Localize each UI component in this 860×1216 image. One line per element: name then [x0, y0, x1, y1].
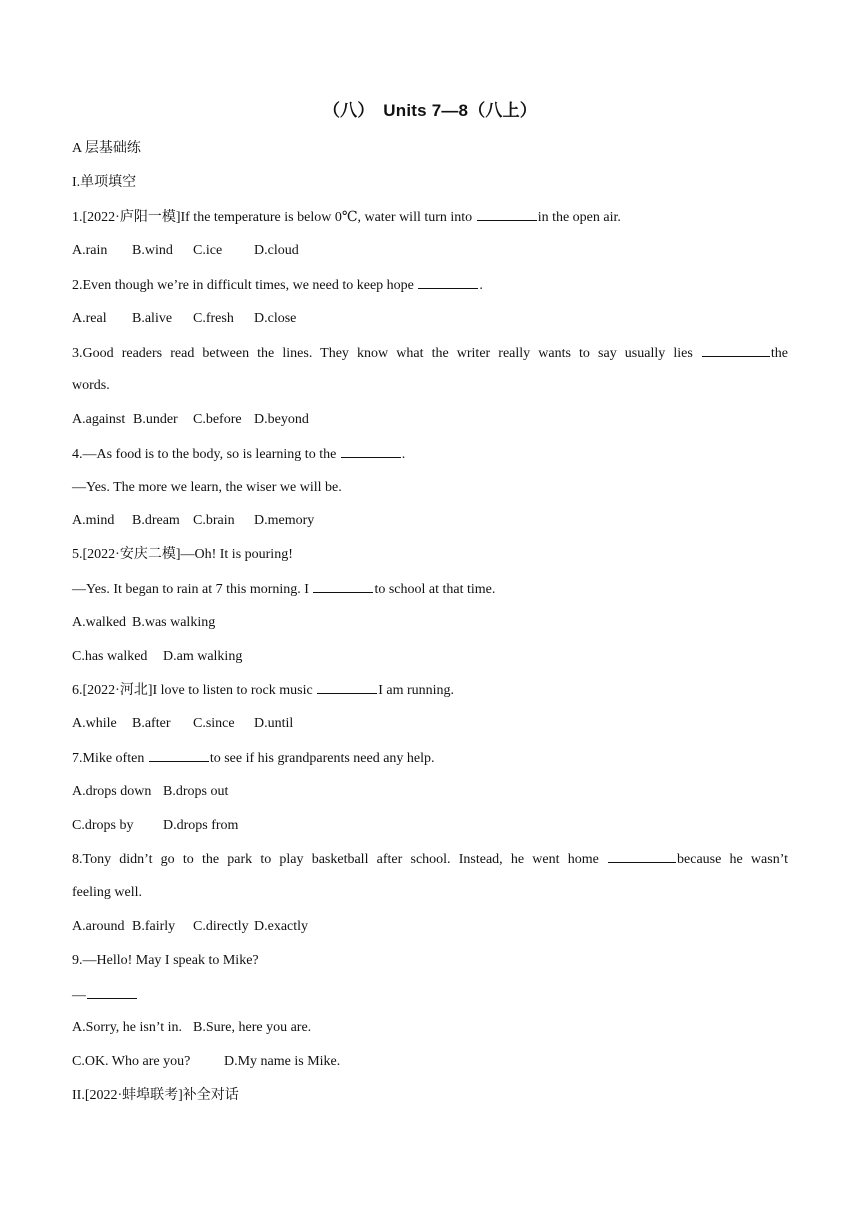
q1-options	[72, 241, 788, 261]
question-2	[72, 275, 788, 296]
q1-blank	[477, 207, 537, 221]
q5-option-c: C.has walked	[72, 649, 148, 664]
section-a-heading: A 层基础练	[72, 141, 141, 156]
q8-option-a: A.around	[72, 919, 125, 934]
q3-stem: 3.Good readers read between the lines. They know what the writer really wants to say usually lies	[72, 346, 701, 361]
q5-blank	[313, 579, 373, 593]
q6-option-c: C.since	[193, 716, 235, 731]
q2-options	[72, 309, 788, 329]
q5-options-row2	[72, 647, 788, 667]
q8-option-c: C.directly	[193, 919, 249, 934]
q3-options	[72, 410, 788, 430]
question-8	[72, 849, 788, 870]
q2-option-c: C.fresh	[193, 311, 234, 326]
q3-option-c: C.before	[193, 412, 242, 427]
q1-option-d: D.cloud	[254, 243, 299, 258]
q3-option-d: D.beyond	[254, 412, 309, 427]
q4-option-b: B.dream	[132, 513, 180, 528]
q8-blank	[608, 849, 676, 863]
q9-blank	[87, 985, 137, 999]
q7-option-a: A.drops down	[72, 784, 152, 799]
q3-option-b: B.under	[133, 412, 178, 427]
q7-stem: 7.Mike often	[72, 751, 148, 766]
q3-option-a: A.against	[72, 412, 126, 427]
q7-options-row1	[72, 782, 788, 802]
q1-stem-end: in the open air.	[537, 210, 621, 225]
q3-blank	[702, 343, 770, 357]
q8-stem: 8.Tony didn’t go to the park to play basketball after school. Instead, he went home	[72, 852, 608, 867]
q8-option-b: B.fairly	[132, 919, 176, 934]
question-4	[72, 444, 788, 465]
q2-stem: 2.Even though we’re in difficult times, we need to keep hope	[72, 278, 418, 293]
question-5: 5.[2022·安庆二模]—Oh! It is pouring!	[72, 547, 293, 562]
q1-option-c: C.ice	[193, 243, 223, 258]
q5-option-a: A.walked	[72, 615, 127, 630]
q5-options-row1	[72, 613, 788, 633]
q6-blank	[317, 680, 377, 694]
q9-option-b: B.Sure, here you are.	[193, 1020, 312, 1035]
q8-stem-end: because he wasn’t	[677, 852, 788, 867]
q6-stem-end: I am running.	[378, 683, 455, 698]
q9-option-a: A.Sorry, he isn’t in.	[72, 1020, 183, 1035]
q7-options-row2	[72, 816, 788, 836]
q8-options	[72, 917, 788, 937]
q3-stem-end: the	[770, 346, 788, 361]
q5-option-b: B.was walking	[132, 615, 216, 630]
q9-dash: —	[72, 988, 86, 1003]
page-title: （八） Units 7—8（八上）	[322, 101, 538, 120]
q7-blank	[149, 748, 209, 762]
q2-blank	[418, 275, 478, 289]
q7-option-b: B.drops out	[163, 784, 229, 799]
q3-stem-line2: words.	[72, 378, 110, 393]
question-7	[72, 748, 788, 769]
q5-reply	[72, 579, 788, 600]
q4-options	[72, 511, 788, 531]
q7-option-c: C.drops by	[72, 818, 134, 833]
q4-option-d: D.memory	[254, 513, 315, 528]
q4-option-a: A.mind	[72, 513, 115, 528]
q4-blank	[341, 444, 401, 458]
q5-option-d: D.am walking	[163, 649, 243, 664]
q1-option-a: A.rain	[72, 243, 108, 258]
q6-option-d: D.until	[254, 716, 294, 731]
q9-reply	[72, 985, 788, 1006]
q4-stem-end: .	[401, 447, 406, 462]
part2-heading: II.[2022·蚌埠联考]补全对话	[72, 1088, 239, 1103]
question-9: 9.—Hello! May I speak to Mike?	[72, 953, 259, 968]
q2-stem-end: .	[479, 278, 483, 293]
q2-option-a: A.real	[72, 311, 107, 326]
question-3	[72, 343, 788, 364]
q7-stem-end: to see if his grandparents need any help.	[209, 751, 435, 766]
q6-option-b: B.after	[132, 716, 171, 731]
question-6	[72, 680, 788, 701]
q4-reply: —Yes. The more we learn, the wiser we will be.	[72, 480, 342, 495]
q2-option-d: D.close	[254, 311, 297, 326]
q9-option-c: C.OK. Who are you?	[72, 1054, 191, 1069]
q8-option-d: D.exactly	[254, 919, 309, 934]
question-1	[72, 207, 788, 228]
q4-stem: 4.—As food is to the body, so is learning to the	[72, 447, 340, 462]
q6-stem: 6.[2022·河北]I love to listen to rock music	[72, 683, 317, 698]
q9-options-row1	[72, 1018, 788, 1038]
q8-stem-line2: feeling well.	[72, 885, 142, 900]
q7-option-d: D.drops from	[163, 818, 239, 833]
q9-option-d: D.My name is Mike.	[224, 1054, 341, 1069]
q9-options-row2	[72, 1052, 788, 1072]
part1-heading: I.单项填空	[72, 175, 137, 190]
q1-stem: 1.[2022·庐阳一模]If the temperature is below 0℃, water will turn into	[72, 210, 476, 225]
q6-options	[72, 714, 788, 734]
q2-option-b: B.alive	[132, 311, 173, 326]
q1-option-b: B.wind	[132, 243, 173, 258]
q4-option-c: C.brain	[193, 513, 235, 528]
q6-option-a: A.while	[72, 716, 117, 731]
q5-stem: —Yes. It began to rain at 7 this morning. I	[72, 582, 313, 597]
q5-stem-end: to school at that time.	[374, 582, 496, 597]
